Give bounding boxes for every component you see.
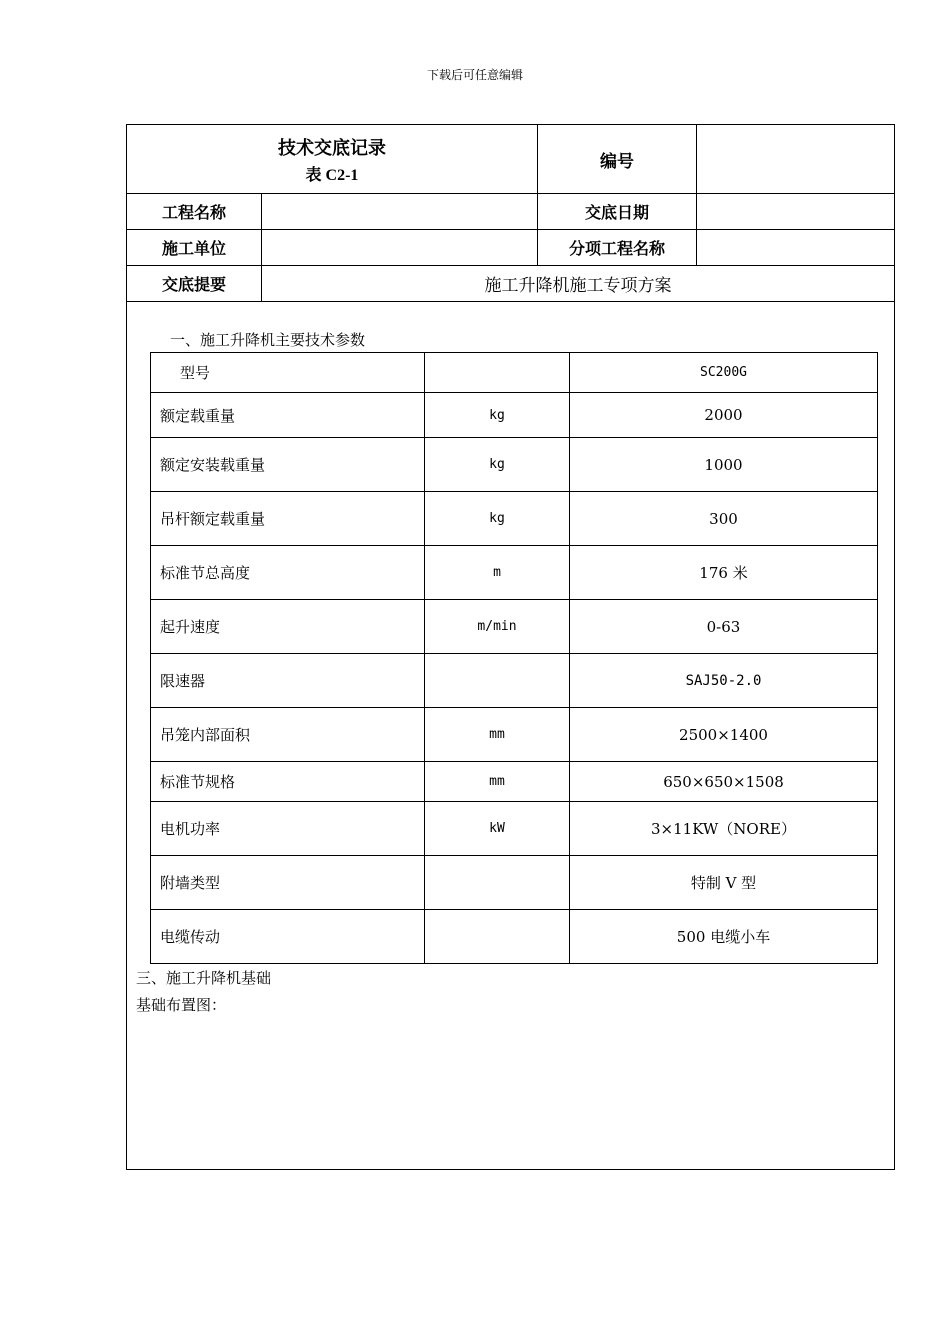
table-row <box>151 910 878 964</box>
form-code: 表 C2-1 <box>305 166 359 184</box>
param-value: 1000 <box>570 438 878 492</box>
param-name: 吊笼内部面积 <box>151 708 425 762</box>
param-value: 176 米 <box>570 546 878 600</box>
param-name: 型号 <box>151 353 425 393</box>
form-title: 技术交底记录 <box>278 137 386 159</box>
param-name: 额定安装载重量 <box>151 438 425 492</box>
table-row <box>151 654 878 708</box>
summary-row <box>127 265 894 302</box>
param-unit: m <box>425 546 570 600</box>
contractor-label: 施工单位 <box>127 229 262 265</box>
param-unit: kg <box>425 393 570 438</box>
title-row <box>127 125 894 194</box>
param-unit: mm <box>425 762 570 802</box>
table-row <box>151 353 878 393</box>
param-unit <box>425 654 570 708</box>
date-field[interactable] <box>697 193 894 229</box>
layout-label: 基础布置图： <box>136 996 227 1014</box>
param-name: 起升速度 <box>151 600 425 654</box>
table-row <box>151 546 878 600</box>
summary-label: 交底提要 <box>127 265 262 301</box>
summary-value: 施工升降机施工专项方案 <box>484 275 672 296</box>
param-name: 限速器 <box>151 654 425 708</box>
param-name: 电缆传动 <box>151 910 425 964</box>
table-row <box>151 600 878 654</box>
table-row <box>151 438 878 492</box>
project-name-label: 工程名称 <box>127 193 262 229</box>
param-value: 特制 V 型 <box>570 856 878 910</box>
header-note: 下载后可任意编辑 <box>426 68 523 82</box>
param-unit <box>425 856 570 910</box>
param-value: 2500×1400 <box>570 708 878 762</box>
param-value: 0-63 <box>570 600 878 654</box>
param-unit: kg <box>425 438 570 492</box>
number-label: 编号 <box>538 125 697 193</box>
table-row <box>151 393 878 438</box>
param-value: 2000 <box>570 393 878 438</box>
param-value: 650×650×1508 <box>570 762 878 802</box>
table-row <box>151 762 878 802</box>
param-name: 标准节规格 <box>151 762 425 802</box>
table-row <box>151 492 878 546</box>
param-unit: m/min <box>425 600 570 654</box>
params-table <box>150 352 878 964</box>
contractor-field[interactable] <box>262 229 538 265</box>
param-unit: kg <box>425 492 570 546</box>
contractor-row <box>127 229 894 266</box>
param-name: 标准节总高度 <box>151 546 425 600</box>
param-value: SC200G <box>570 353 878 393</box>
param-value: 300 <box>570 492 878 546</box>
param-unit <box>425 353 570 393</box>
date-label: 交底日期 <box>538 193 697 229</box>
number-field[interactable] <box>697 125 894 193</box>
param-value: 3×11KW（NORE） <box>570 802 878 856</box>
param-name: 吊杆额定载重量 <box>151 492 425 546</box>
param-unit <box>425 910 570 964</box>
subproject-label: 分项工程名称 <box>538 229 697 265</box>
subproject-field[interactable] <box>697 229 894 265</box>
table-row <box>151 802 878 856</box>
param-value: 500 电缆小车 <box>570 910 878 964</box>
param-name: 附墙类型 <box>151 856 425 910</box>
param-unit: mm <box>425 708 570 762</box>
project-row <box>127 193 894 230</box>
param-name: 额定载重量 <box>151 393 425 438</box>
project-name-field[interactable] <box>262 193 538 229</box>
title-cell <box>127 125 538 193</box>
section1-title: 一、施工升降机主要技术参数 <box>170 331 366 349</box>
param-name: 电机功率 <box>151 802 425 856</box>
param-unit: kW <box>425 802 570 856</box>
section3-title: 三、施工升降机基础 <box>136 969 272 987</box>
table-row <box>151 856 878 910</box>
table-row <box>151 708 878 762</box>
param-value: SAJ50-2.0 <box>570 654 878 708</box>
